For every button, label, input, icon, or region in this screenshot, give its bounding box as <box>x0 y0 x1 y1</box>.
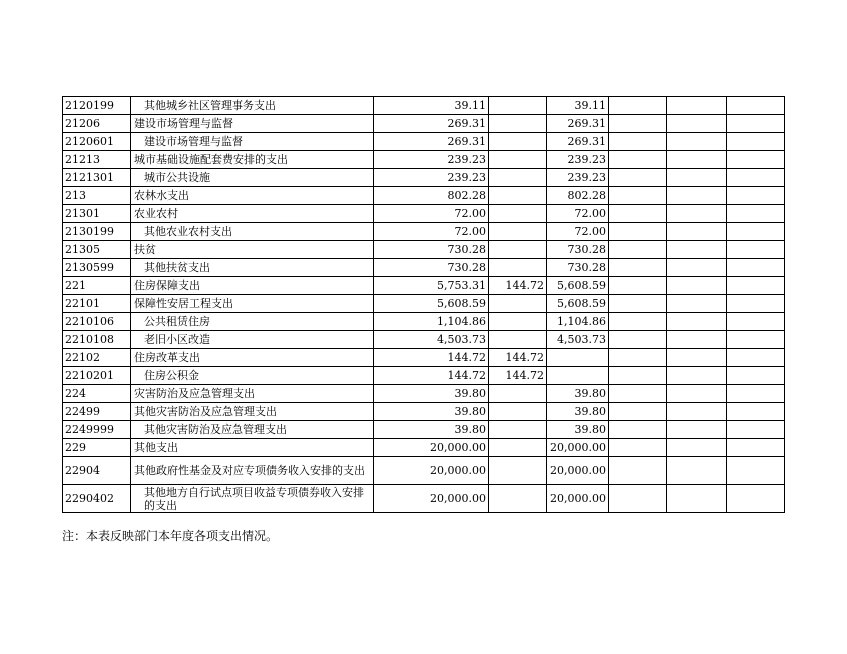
cell-basic-expenditure <box>489 385 547 403</box>
table-row <box>63 349 785 367</box>
cell-blank-col-8 <box>727 367 785 385</box>
cell-function-code: 224 <box>63 385 131 403</box>
cell-blank-col-6 <box>609 331 667 349</box>
cell-blank-col-6 <box>609 151 667 169</box>
cell-function-code: 2130199 <box>63 223 131 241</box>
cell-project-expenditure: 5,608.59 <box>547 277 609 295</box>
cell-total: 269.31 <box>374 115 489 133</box>
cell-basic-expenditure <box>489 169 547 187</box>
cell-blank-col-6 <box>609 349 667 367</box>
cell-function-code: 21206 <box>63 115 131 133</box>
table-row <box>63 385 785 403</box>
cell-project-expenditure: 4,503.73 <box>547 331 609 349</box>
cell-basic-expenditure <box>489 187 547 205</box>
cell-blank-col-8 <box>727 385 785 403</box>
cell-blank-col-6 <box>609 187 667 205</box>
table-row <box>63 97 785 115</box>
cell-function-code: 22102 <box>63 349 131 367</box>
cell-blank-col-6 <box>609 241 667 259</box>
table-row <box>63 169 785 187</box>
cell-total: 269.31 <box>374 133 489 151</box>
table-row <box>63 485 785 513</box>
cell-function-code: 2121301 <box>63 169 131 187</box>
cell-blank-col-7 <box>667 241 727 259</box>
cell-total: 730.28 <box>374 241 489 259</box>
cell-function-name: 保障性安居工程支出 <box>131 295 374 313</box>
table-row <box>63 115 785 133</box>
cell-blank-col-7 <box>667 331 727 349</box>
cell-function-code: 22101 <box>63 295 131 313</box>
cell-project-expenditure: 5,608.59 <box>547 295 609 313</box>
cell-total: 5,753.31 <box>374 277 489 295</box>
table-row <box>63 133 785 151</box>
cell-blank-col-7 <box>667 205 727 223</box>
cell-function-name: 老旧小区改造 <box>131 331 374 349</box>
cell-blank-col-8 <box>727 223 785 241</box>
cell-function-code: 21301 <box>63 205 131 223</box>
cell-blank-col-7 <box>667 457 727 485</box>
cell-blank-col-6 <box>609 133 667 151</box>
cell-blank-col-8 <box>727 331 785 349</box>
cell-project-expenditure: 20,000.00 <box>547 457 609 485</box>
cell-function-code: 2210108 <box>63 331 131 349</box>
cell-blank-col-8 <box>727 187 785 205</box>
cell-function-code: 2120601 <box>63 133 131 151</box>
cell-basic-expenditure <box>489 97 547 115</box>
cell-blank-col-8 <box>727 205 785 223</box>
cell-blank-col-8 <box>727 151 785 169</box>
cell-function-code: 21213 <box>63 151 131 169</box>
cell-blank-col-6 <box>609 97 667 115</box>
cell-total: 239.23 <box>374 169 489 187</box>
cell-basic-expenditure <box>489 421 547 439</box>
cell-project-expenditure: 239.23 <box>547 169 609 187</box>
cell-project-expenditure: 269.31 <box>547 115 609 133</box>
cell-blank-col-8 <box>727 277 785 295</box>
cell-function-name: 扶贫 <box>131 241 374 259</box>
table-row <box>63 151 785 169</box>
cell-total: 39.80 <box>374 421 489 439</box>
cell-blank-col-6 <box>609 367 667 385</box>
cell-project-expenditure: 72.00 <box>547 205 609 223</box>
table-row <box>63 259 785 277</box>
cell-blank-col-6 <box>609 385 667 403</box>
cell-blank-col-7 <box>667 277 727 295</box>
cell-blank-col-8 <box>727 241 785 259</box>
cell-basic-expenditure <box>489 439 547 457</box>
cell-project-expenditure: 20,000.00 <box>547 439 609 457</box>
table-row <box>63 457 785 485</box>
cell-blank-col-7 <box>667 349 727 367</box>
table-footnote: 注：本表反映部门本年度各项支出情况。 <box>62 529 279 543</box>
cell-function-name: 建设市场管理与监督 <box>131 115 374 133</box>
cell-blank-col-7 <box>667 313 727 331</box>
cell-basic-expenditure <box>489 241 547 259</box>
cell-project-expenditure: 39.80 <box>547 385 609 403</box>
cell-basic-expenditure <box>489 259 547 277</box>
cell-total: 802.28 <box>374 187 489 205</box>
cell-total: 239.23 <box>374 151 489 169</box>
cell-blank-col-8 <box>727 457 785 485</box>
cell-blank-col-7 <box>667 259 727 277</box>
cell-basic-expenditure <box>489 313 547 331</box>
cell-function-name: 公共租赁住房 <box>131 313 374 331</box>
cell-function-code: 2210201 <box>63 367 131 385</box>
cell-blank-col-6 <box>609 403 667 421</box>
cell-function-code: 2210106 <box>63 313 131 331</box>
cell-project-expenditure <box>547 367 609 385</box>
cell-total: 4,503.73 <box>374 331 489 349</box>
cell-blank-col-7 <box>667 97 727 115</box>
cell-function-code: 21305 <box>63 241 131 259</box>
cell-blank-col-8 <box>727 259 785 277</box>
cell-function-code: 2130599 <box>63 259 131 277</box>
cell-function-name: 其他灾害防治及应急管理支出 <box>131 421 374 439</box>
cell-project-expenditure: 1,104.86 <box>547 313 609 331</box>
cell-blank-col-6 <box>609 439 667 457</box>
cell-blank-col-7 <box>667 223 727 241</box>
cell-blank-col-6 <box>609 223 667 241</box>
cell-project-expenditure: 730.28 <box>547 241 609 259</box>
cell-function-name: 其他扶贫支出 <box>131 259 374 277</box>
cell-project-expenditure: 39.80 <box>547 403 609 421</box>
cell-blank-col-7 <box>667 485 727 513</box>
cell-basic-expenditure <box>489 331 547 349</box>
cell-project-expenditure: 730.28 <box>547 259 609 277</box>
cell-blank-col-7 <box>667 295 727 313</box>
cell-function-name: 其他支出 <box>131 439 374 457</box>
table-row <box>63 421 785 439</box>
cell-basic-expenditure <box>489 205 547 223</box>
table-row <box>63 331 785 349</box>
cell-basic-expenditure <box>489 151 547 169</box>
cell-blank-col-7 <box>667 367 727 385</box>
cell-blank-col-6 <box>609 205 667 223</box>
cell-basic-expenditure <box>489 457 547 485</box>
cell-function-name: 灾害防治及应急管理支出 <box>131 385 374 403</box>
cell-function-name: 其他农业农村支出 <box>131 223 374 241</box>
cell-blank-col-8 <box>727 313 785 331</box>
cell-project-expenditure: 802.28 <box>547 187 609 205</box>
cell-function-name: 其他城乡社区管理事务支出 <box>131 97 374 115</box>
cell-basic-expenditure: 144.72 <box>489 349 547 367</box>
cell-blank-col-6 <box>609 421 667 439</box>
cell-total: 730.28 <box>374 259 489 277</box>
cell-function-code: 2120199 <box>63 97 131 115</box>
expenditure-table <box>62 96 785 513</box>
cell-function-name: 城市公共设施 <box>131 169 374 187</box>
cell-function-name: 其他地方自行试点项目收益专项债券收入安排的支出 <box>131 485 374 513</box>
cell-basic-expenditure <box>489 115 547 133</box>
cell-total: 144.72 <box>374 367 489 385</box>
cell-basic-expenditure: 144.72 <box>489 277 547 295</box>
cell-blank-col-7 <box>667 169 727 187</box>
cell-basic-expenditure <box>489 133 547 151</box>
cell-blank-col-7 <box>667 385 727 403</box>
cell-project-expenditure: 269.31 <box>547 133 609 151</box>
cell-blank-col-6 <box>609 277 667 295</box>
cell-function-name: 城市基础设施配套费安排的支出 <box>131 151 374 169</box>
cell-project-expenditure: 39.11 <box>547 97 609 115</box>
cell-project-expenditure: 72.00 <box>547 223 609 241</box>
table-row <box>63 223 785 241</box>
cell-blank-col-6 <box>609 295 667 313</box>
cell-project-expenditure: 20,000.00 <box>547 485 609 513</box>
cell-basic-expenditure: 144.72 <box>489 367 547 385</box>
cell-total: 72.00 <box>374 205 489 223</box>
cell-total: 20,000.00 <box>374 485 489 513</box>
table-row <box>63 367 785 385</box>
cell-blank-col-8 <box>727 485 785 513</box>
cell-function-code: 2249999 <box>63 421 131 439</box>
cell-blank-col-8 <box>727 295 785 313</box>
cell-function-name: 农林水支出 <box>131 187 374 205</box>
cell-total: 39.11 <box>374 97 489 115</box>
cell-function-code: 2290402 <box>63 485 131 513</box>
cell-basic-expenditure <box>489 485 547 513</box>
table-row <box>63 241 785 259</box>
cell-blank-col-6 <box>609 259 667 277</box>
cell-total: 1,104.86 <box>374 313 489 331</box>
cell-function-name: 住房保障支出 <box>131 277 374 295</box>
cell-blank-col-7 <box>667 421 727 439</box>
cell-blank-col-7 <box>667 115 727 133</box>
cell-blank-col-7 <box>667 403 727 421</box>
cell-blank-col-8 <box>727 133 785 151</box>
cell-total: 144.72 <box>374 349 489 367</box>
cell-function-code: 213 <box>63 187 131 205</box>
cell-blank-col-7 <box>667 133 727 151</box>
table-row <box>63 439 785 457</box>
table-row <box>63 205 785 223</box>
cell-project-expenditure <box>547 349 609 367</box>
cell-total: 39.80 <box>374 403 489 421</box>
table-row <box>63 277 785 295</box>
cell-blank-col-8 <box>727 349 785 367</box>
cell-function-name: 其他灾害防治及应急管理支出 <box>131 403 374 421</box>
cell-function-code: 221 <box>63 277 131 295</box>
expenditure-table-sheet <box>62 96 785 513</box>
cell-function-code: 22499 <box>63 403 131 421</box>
cell-blank-col-6 <box>609 457 667 485</box>
cell-total: 39.80 <box>374 385 489 403</box>
cell-function-code: 22904 <box>63 457 131 485</box>
cell-project-expenditure: 239.23 <box>547 151 609 169</box>
table-row <box>63 403 785 421</box>
cell-function-code: 229 <box>63 439 131 457</box>
cell-blank-col-8 <box>727 403 785 421</box>
cell-blank-col-6 <box>609 169 667 187</box>
cell-blank-col-8 <box>727 421 785 439</box>
cell-blank-col-8 <box>727 97 785 115</box>
cell-total: 5,608.59 <box>374 295 489 313</box>
table-row <box>63 313 785 331</box>
cell-blank-col-8 <box>727 115 785 133</box>
cell-blank-col-8 <box>727 439 785 457</box>
cell-blank-col-6 <box>609 313 667 331</box>
cell-function-name: 住房改革支出 <box>131 349 374 367</box>
cell-blank-col-7 <box>667 439 727 457</box>
cell-basic-expenditure <box>489 295 547 313</box>
cell-basic-expenditure <box>489 403 547 421</box>
cell-total: 20,000.00 <box>374 439 489 457</box>
table-row <box>63 295 785 313</box>
cell-function-name: 其他政府性基金及对应专项债务收入安排的支出 <box>131 457 374 485</box>
cell-project-expenditure: 39.80 <box>547 421 609 439</box>
cell-blank-col-7 <box>667 187 727 205</box>
cell-basic-expenditure <box>489 223 547 241</box>
cell-function-name: 农业农村 <box>131 205 374 223</box>
cell-blank-col-7 <box>667 151 727 169</box>
cell-function-name: 建设市场管理与监督 <box>131 133 374 151</box>
cell-blank-col-6 <box>609 115 667 133</box>
cell-function-name: 住房公积金 <box>131 367 374 385</box>
table-row <box>63 187 785 205</box>
cell-total: 20,000.00 <box>374 457 489 485</box>
cell-blank-col-6 <box>609 485 667 513</box>
cell-total: 72.00 <box>374 223 489 241</box>
cell-blank-col-8 <box>727 169 785 187</box>
